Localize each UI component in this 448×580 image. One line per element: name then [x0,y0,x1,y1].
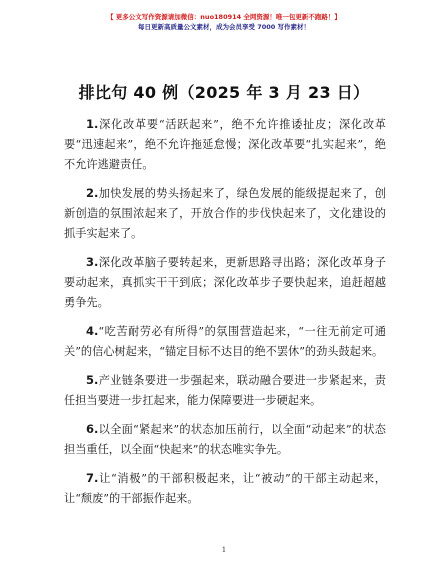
promo-line-2: 每日更新高质量公文素材，成为会员享受 7000 写作素材！ [137,23,311,31]
paragraph-text: 深化改革脑子要转起来，更新思路寻出路；深化改革身子要动起来，真抓实干干到底；深化改革步子要快起来，追赶超越勇争先。 [64,256,386,309]
document-body [64,114,386,517]
paragraph-1 [64,114,386,175]
paragraph-number: 3. [86,255,99,269]
paragraph-4 [64,321,386,362]
document-title: 排比句 40 例（2025 年 3 月 23 日） [78,83,370,102]
paragraph-text: 深化改革要“活跃起来”，绝不允许推诿扯皮；深化改革要“迅速起来”，绝不允许拖延怠慢；深化改革要“扎实起来”，绝不允许逃避责任。 [64,118,386,171]
paragraph-text: 加快发展的势头扬起来了，绿色发展的能级提起来了，创新创造的氛围浓起来了，开放合作的步伐快起来了，文化建设的抓手实起来了。 [64,187,386,240]
paragraph-number: 6. [86,422,99,436]
promo-line-1: 【 更多公文写作资源请加微信：nuo180914 全网资源！唯一包更新不跑路！】 [107,13,341,21]
page-number: 1 [221,546,227,554]
paragraph-3 [64,252,386,313]
paragraph-text: 以全面“紧起来”的状态加压前行，以全面“动起来”的状态担当重任，以全面“快起来”的状态唯实争先。 [64,423,386,456]
paragraph-number: 1. [86,117,99,131]
promo-banner [0,12,448,32]
paragraph-5 [64,370,386,411]
paragraph-2 [64,183,386,244]
paragraph-text: 让“消极”的干部积极起来，让“被动”的干部主动起来，让“颓废”的干部振作起来。 [64,472,386,505]
paragraph-6 [64,419,386,460]
paragraph-number: 2. [86,186,99,200]
paragraph-number: 5. [86,373,99,387]
paragraph-text: 产业链条要进一步强起来，联动融合要进一步紧起来，责任担当要进一步扛起来，能力保障要进一步硬起来。 [64,374,386,407]
paragraph-text: “吃苦耐劳必有所得”的氛围营造起来，“一往无前定可通关”的信心树起来，“锚定目标不达目的绝不罢休”的劲头鼓起来。 [64,325,386,358]
paragraph-number: 7. [86,471,99,485]
paragraph-7 [64,468,386,509]
paragraph-number: 4. [86,324,99,338]
